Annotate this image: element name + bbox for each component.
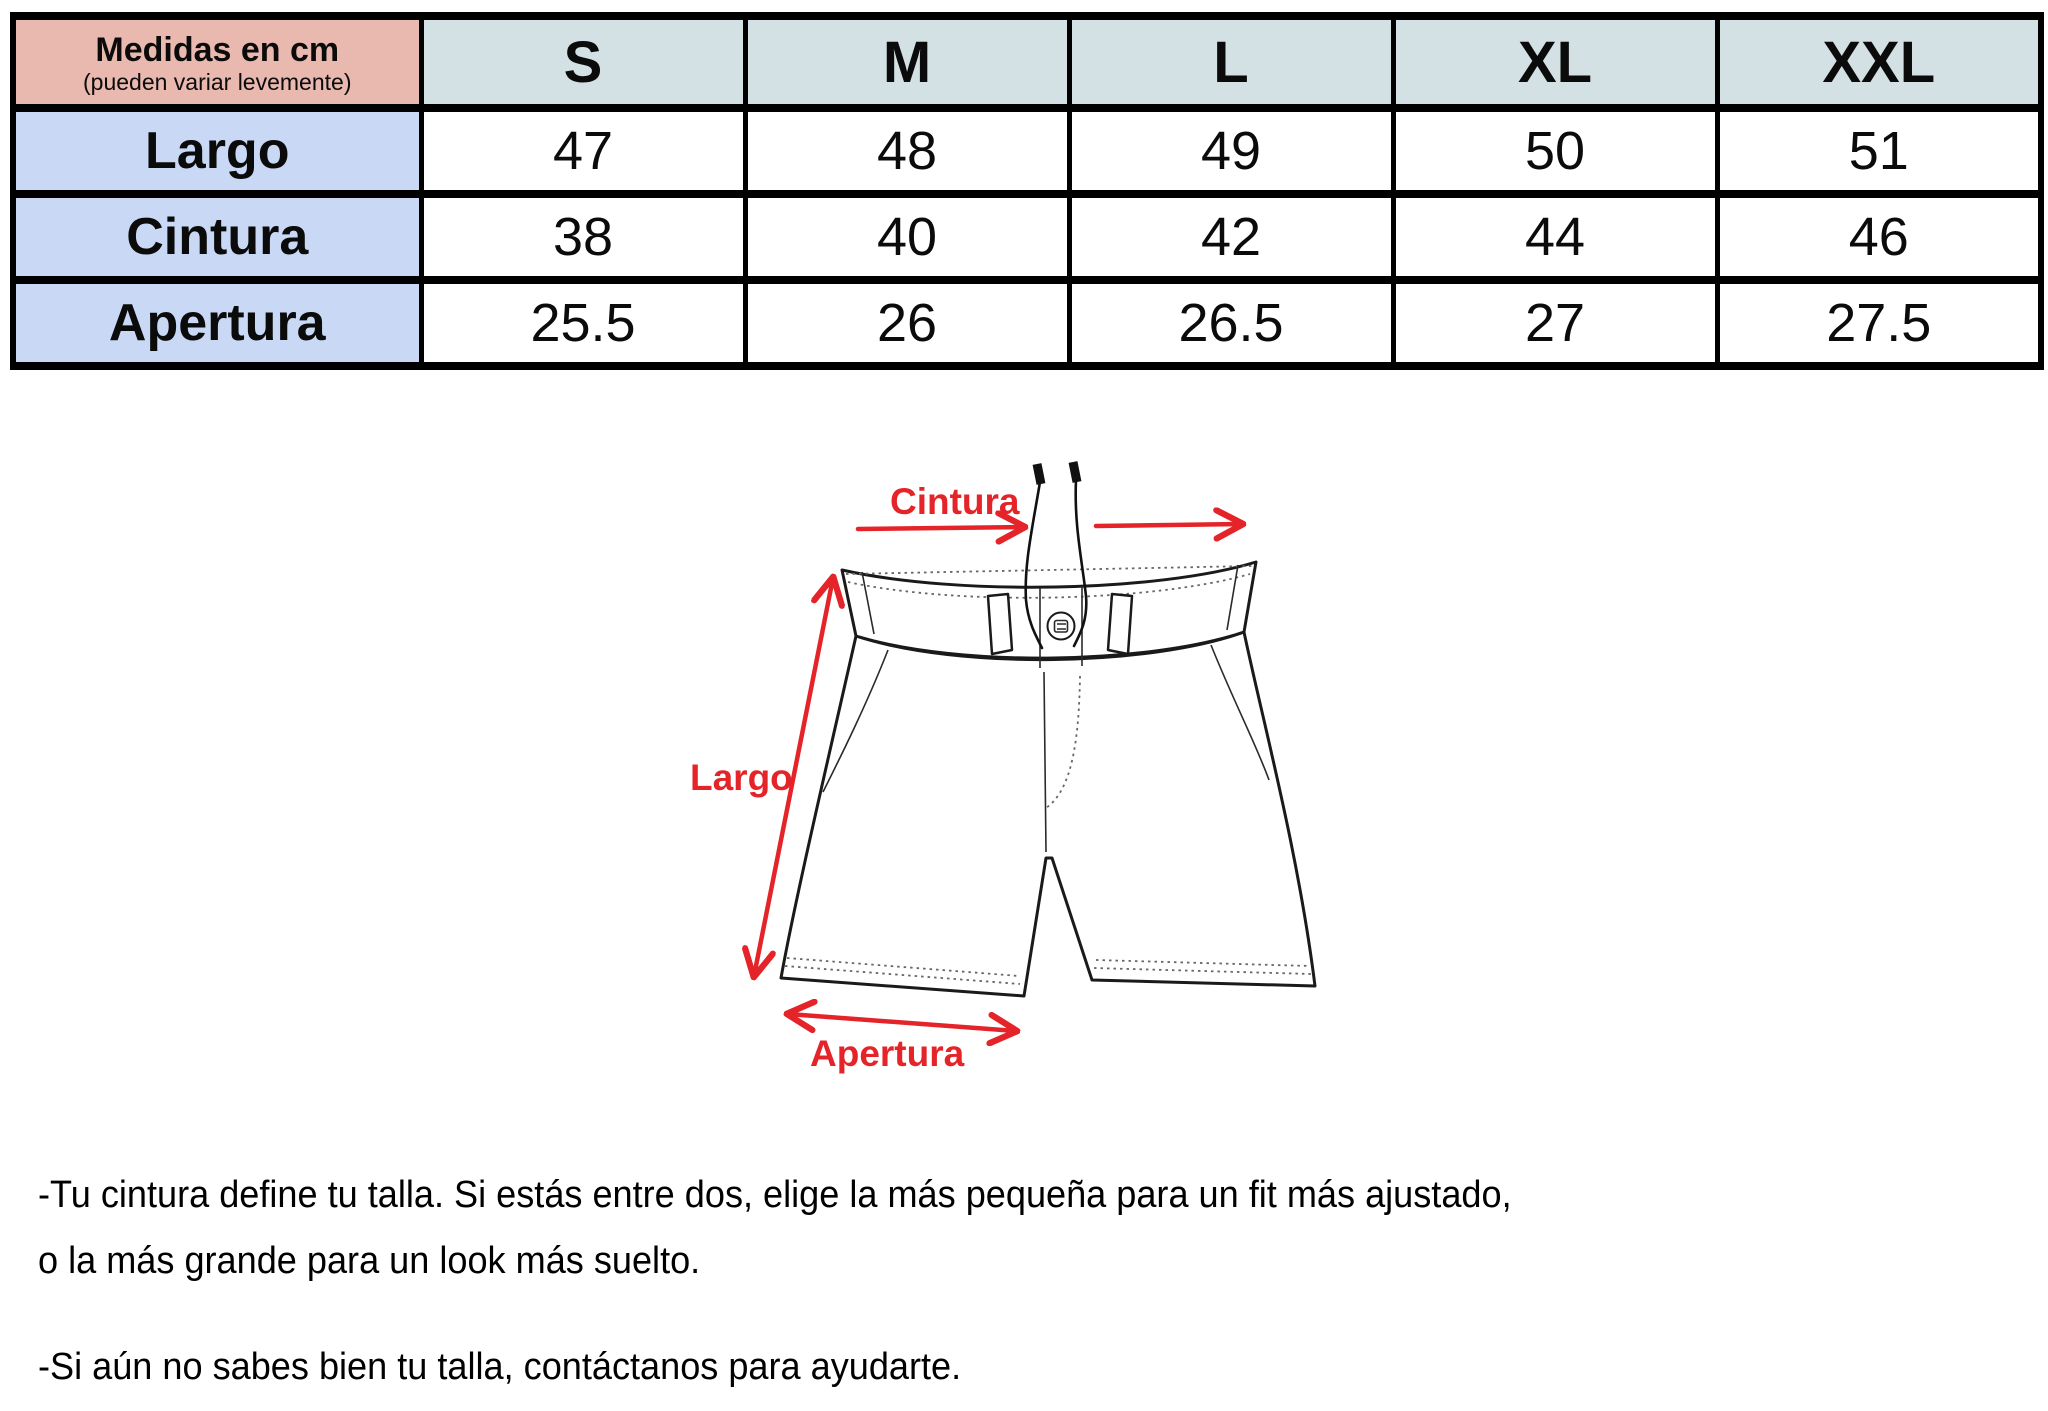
drawstring-tip-right <box>1073 462 1077 482</box>
largo-m: 48 <box>745 108 1069 194</box>
size-col-m: M <box>745 16 1069 108</box>
largo-label: Largo <box>690 757 793 798</box>
apertura-xl: 27 <box>1393 280 1717 366</box>
cintura-l: 42 <box>1069 194 1393 280</box>
shorts-body-outline <box>781 632 1315 996</box>
size-col-l: L <box>1069 16 1393 108</box>
drawstring-tip-left <box>1037 464 1041 484</box>
cintura-xxl: 46 <box>1717 194 2041 280</box>
back-waist-edge <box>846 566 1252 574</box>
cintura-arrow-right <box>1096 524 1242 526</box>
largo-xl: 50 <box>1393 108 1717 194</box>
sizing-note-2 <box>38 1334 961 1400</box>
apertura-l: 26.5 <box>1069 280 1393 366</box>
row-label-largo: Largo <box>13 108 421 194</box>
sizing-note-1-line1: -Tu cintura define tu talla. Si estás entre dos, elige la más pequeña para un fit más ajustado, <box>38 1174 1512 1216</box>
row-label-apertura: Apertura <box>13 280 421 366</box>
apertura-arrow <box>788 1014 1016 1031</box>
table-title: Medidas en cm <box>95 31 340 69</box>
cintura-arrow <box>858 527 1024 529</box>
row-label-cintura: Cintura <box>13 194 421 280</box>
cintura-xl: 44 <box>1393 194 1717 280</box>
waistband <box>842 562 1256 658</box>
cintura-s: 38 <box>421 194 745 280</box>
apertura-s: 25.5 <box>421 280 745 366</box>
largo-s: 47 <box>421 108 745 194</box>
size-col-xl: XL <box>1393 16 1717 108</box>
table-subtitle: (pueden variar levemente) <box>83 69 352 95</box>
belt-loop-right <box>1108 594 1132 654</box>
shorts-flat-sketch <box>781 462 1315 996</box>
size-col-xxl: XXL <box>1717 16 2041 108</box>
apertura-m: 26 <box>745 280 1069 366</box>
apertura-xxl: 27.5 <box>1717 280 2041 366</box>
sizing-note-1-line2: o la más grande para un look más suelto. <box>38 1240 701 1282</box>
largo-l: 49 <box>1069 108 1393 194</box>
belt-loop-left <box>988 594 1012 654</box>
sizing-note-2-line1: -Si aún no sabes bien tu talla, contáctanos para ayudarte. <box>38 1346 962 1388</box>
largo-xxl: 51 <box>1717 108 2041 194</box>
sizing-note-1 <box>38 1162 1512 1294</box>
cintura-m: 40 <box>745 194 1069 280</box>
cintura-label: Cintura <box>890 481 1020 522</box>
apertura-label: Apertura <box>810 1033 965 1074</box>
size-col-s: S <box>421 16 745 108</box>
